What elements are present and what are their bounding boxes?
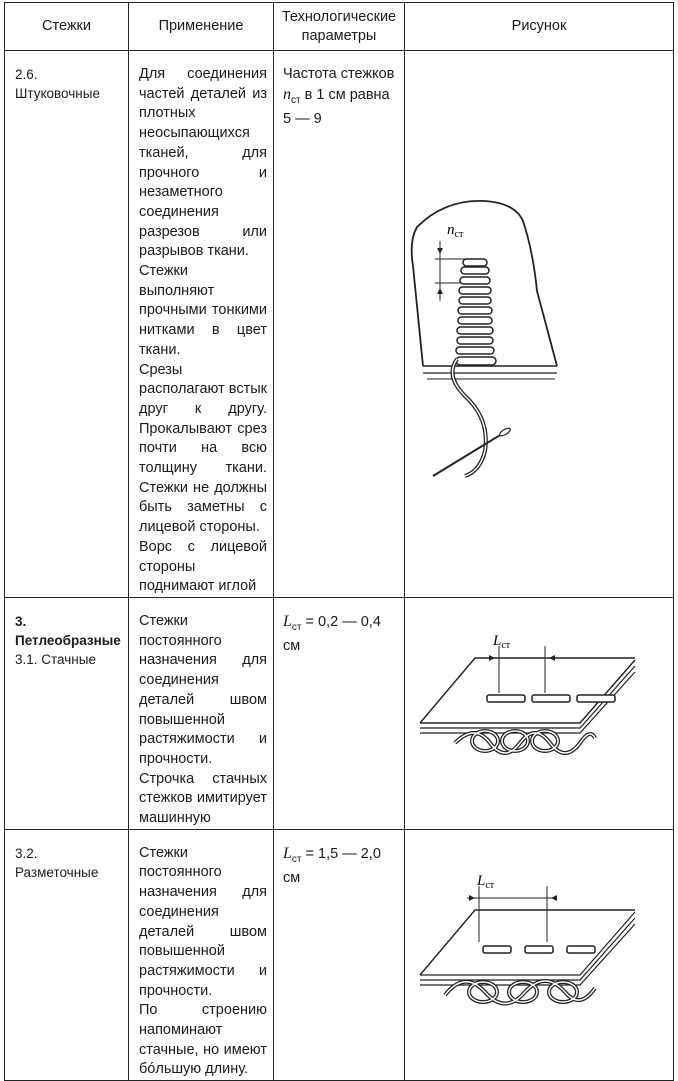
header-stitches: Стежки (5, 3, 129, 51)
param-value: = 0,2 — 0,4 см (283, 613, 381, 655)
param-subscript: ст (291, 621, 302, 633)
application-paragraph: Стежки постоянного назначения для соединения деталей швом повышенной растяжимости и прочности. Строчка стачных стежков имитирует машинную (139, 612, 267, 827)
table-row (5, 829, 674, 1080)
header-parameters: Технологические параметры (274, 3, 405, 51)
stitch-figure (405, 51, 674, 598)
table-row (5, 597, 674, 829)
application-paragraph: Для соединения частей деталей из плотных неосыпающихся тканей, для прочного и незаметного соединения разрезов или разрывов ткани. (139, 66, 267, 260)
figure-label: $n_{ст}$ (447, 222, 464, 240)
header-application: Применение (129, 3, 274, 51)
param-subscript: ст (291, 853, 302, 865)
stitch-group: 3. Петлеобразные (15, 613, 121, 648)
application-paragraph: Стежки выполняют прочными тонкими нитками в цвет ткани. (139, 263, 267, 358)
stitch-name (5, 51, 129, 598)
stitch-application (129, 597, 274, 829)
param-value: = 1,5 — 2,0 см (283, 845, 381, 887)
header-figure: Рисунок (405, 3, 674, 51)
stitch-name-text: 3.2. Разметочные (15, 845, 99, 880)
figure-label: $L_{ст}$ (493, 632, 511, 651)
stitch-table (4, 2, 674, 1081)
table-row (5, 51, 674, 598)
back-stitch-illustration (405, 598, 674, 814)
stitch-parameters (274, 597, 405, 829)
param-prefix: Частота стежков (283, 66, 395, 82)
darning-stitch-illustration (405, 51, 674, 552)
stitch-application (129, 51, 274, 598)
param-suffix: в 1 см равна 5 — 9 (283, 86, 390, 127)
application-paragraph: Срезы располагают встык друг к другу. Прокалывают срез почти на всю толщину ткани. Стежки не должны быть заметны с лицевой стороны. (139, 361, 267, 536)
stitch-figure (405, 597, 674, 829)
param-symbol: n (283, 85, 291, 103)
application-paragraph: По строению напоминают стачные, но имеют бóльшую длину. (139, 1002, 267, 1078)
stitch-name (5, 597, 129, 829)
param-symbol: L (283, 844, 292, 862)
stitch-name (5, 829, 129, 1080)
stitch-figure (405, 829, 674, 1080)
table-header-row (5, 3, 674, 51)
figure-label: $L_{ст}$ (477, 872, 495, 891)
param-symbol: L (283, 612, 292, 630)
stitch-application (129, 829, 274, 1080)
stitch-name-text: 2.6. Штуковочные (15, 67, 100, 101)
param-subscript: ст (291, 94, 301, 106)
stitch-parameters (274, 829, 405, 1080)
stitch-parameters (274, 51, 405, 598)
stitch-name-text: 3.1. Стачные (15, 651, 96, 667)
application-paragraph: Стежки постоянного назначения для соединения деталей швом повышенной растяжимости и прочности. (139, 844, 267, 999)
marking-stitch-illustration (405, 830, 674, 1073)
application-paragraph: Ворс с лицевой стороны поднимают иглой (139, 538, 267, 595)
